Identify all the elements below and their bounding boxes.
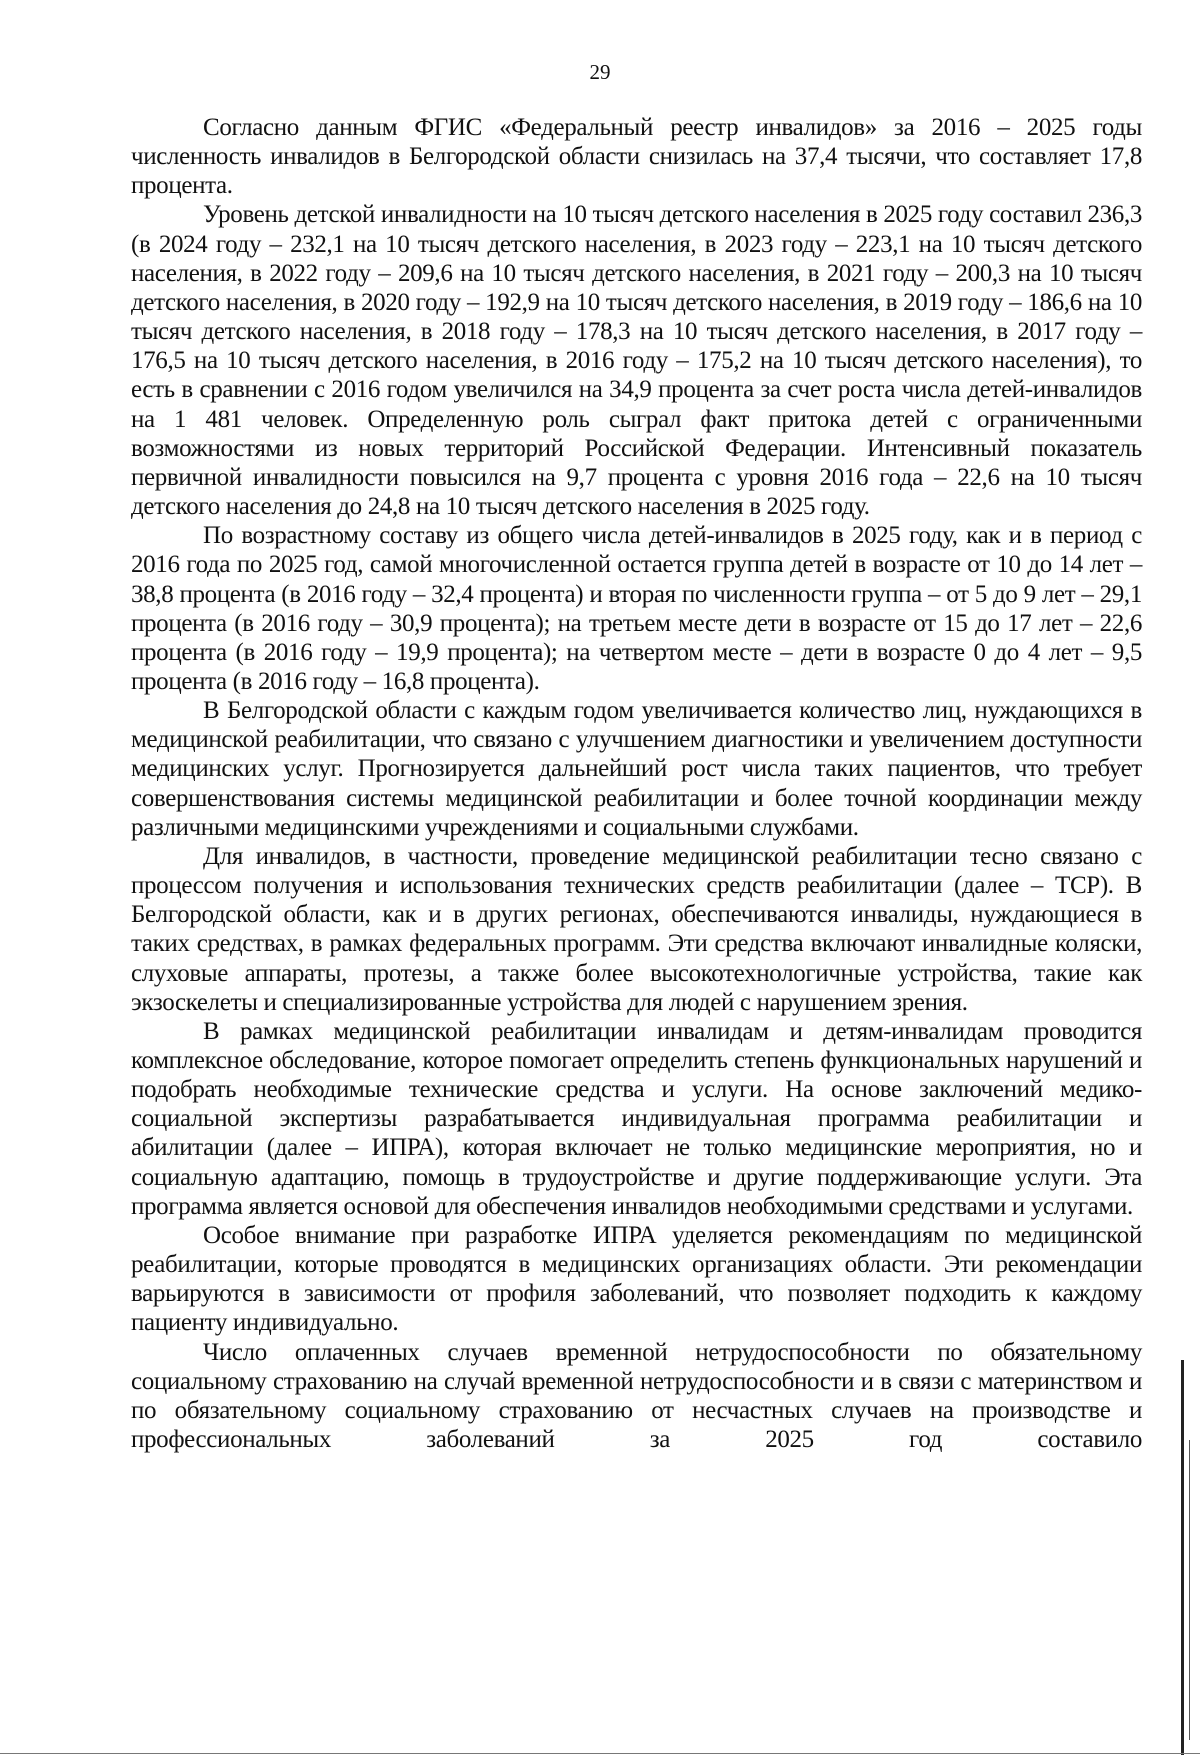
paragraph-ipra-recommendations: Особое внимание при разработке ИПРА уделяется рекомендациям по медицинской реабилитации, которые проводятся в медицинских организациях области. Эти рекомендации варьируются в зависимости от профиля заболеваний, что позволяет подходить к каждому пациенту индивидуально. [131,1221,1142,1337]
paragraph-sick-leave-cases: Число оплаченных случаев временной нетрудоспособности по обязательному социальному страхованию на случай временной нетрудоспособности и в связи с материнством и по обязательному социальному страхованию от несчастных случаев на производстве и профессиональных заболеваний за 2025 год составило [131,1338,1142,1454]
paragraph-ipra-program: В рамках медицинской реабилитации инвалидам и детям-инвалидам проводится комплексное обследование, которое помогает определить степень функциональных нарушений и подобрать необходимые технические средства и услуги. На основе заключений медико-социальной экспертизы разрабатывается индивидуальная программа реабилитации и абилитации (далее – ИПРА), которая включает не только медицинские мероприятия, но и социальную адаптацию, помощь в трудоустройстве и другие поддерживающие услуги. Эта программа является основой для обеспечения инвалидов необходимыми средствами и услугами. [131,1017,1142,1220]
paragraph-technical-means: Для инвалидов, в частности, проведение медицинской реабилитации тесно связано с процессом получения и использования технических средств реабилитации (далее – ТСР). В Белгородской области, как и в других регионах, обеспечиваются инвалиды, нуждающиеся в таких средствах, в рамках федеральных программ. Эти средства включают инвалидные коляски, слуховые аппараты, протезы, а также более высокотехнологичные устройства, такие как экзоскелеты и специализированные устройства для людей с нарушением зрения. [131,842,1142,1016]
paragraph-medical-rehabilitation-demand: В Белгородской области с каждым годом увеличивается количество лиц, нуждающихся в медицинской реабилитации, что связано с улучшением диагностики и увеличением доступности медицинских услуг. Прогнозируется дальнейший рост числа таких пациентов, что требует совершенствования системы медицинской реабилитации и более точной координации между различными медицинскими учреждениями и социальными службами. [131,697,1142,841]
page-number: 29 [589,60,611,84]
scan-bottom-edge [0,1753,1200,1754]
scan-edge-mark [1181,1360,1184,1755]
paragraph-age-structure: По возрастному составу из общего числа детей-инвалидов в 2025 году, как и в период с 2016 года по 2025 год, самой многочисленной остается группа детей в возрасте от 10 до 14 лет – 38,8 процента (в 2016 году – 32,4 процента) и вторая по численности группа – от 5 до 9 лет – 29,1 процента (в 2016 году – 30,9 процента); на третьем месте дети в возрасте от 15 до 17 лет – 22,6 процента (в 2016 году – 19,9 процента); на четвертом месте – дети в возрасте 0 до 4 лет – 9,5 процента (в 2016 году – 16,8 процента). [131,522,1142,695]
paragraph-disability-registry: Согласно данным ФГИС «Федеральный реестр инвалидов» за 2016 – 2025 годы численность инвалидов в Белгородской области снизилась на 37,4 тысячи, что составляет 17,8 процента. [131,114,1142,200]
body-text [131,113,1142,1454]
scan-edge-mark-secondary [1189,1440,1190,1740]
paragraph-child-disability-level: Уровень детской инвалидности на 10 тысяч детского населения в 2025 году составил 236,3 (в 2024 году – 232,1 на 10 тысяч детского населения, в 2023 году – 223,1 на 10 тысяч детского населения, в 2022 году – 209,6 на 10 тысяч детского населения, в 2021 году – 200,3 на 10 тысяч детского населения, в 2020 году – 192,9 на 10 тысяч детского населения, в 2019 году – 186,6 на 10 тысяч детского населения, в 2018 году – 178,3 на 10 тысяч детского населения, в 2017 году – 176,5 на 10 тысяч детского населения, в 2016 году – 175,2 на 10 тысяч детского населения), то есть в сравнении с 2016 годом увеличился на 34,9 процента за счет роста числа детей-инвалидов на 1 481 человек. Определенную роль сыграл факт притока детей с ограниченными возможностями из новых территорий Российской Федерации. Интенсивный показатель первичной инвалидности повысился на 9,7 процента с уровня 2016 года – 22,6 на 10 тысяч детского населения до 24,8 на 10 тысяч детского населения в 2025 году. [131,201,1142,521]
